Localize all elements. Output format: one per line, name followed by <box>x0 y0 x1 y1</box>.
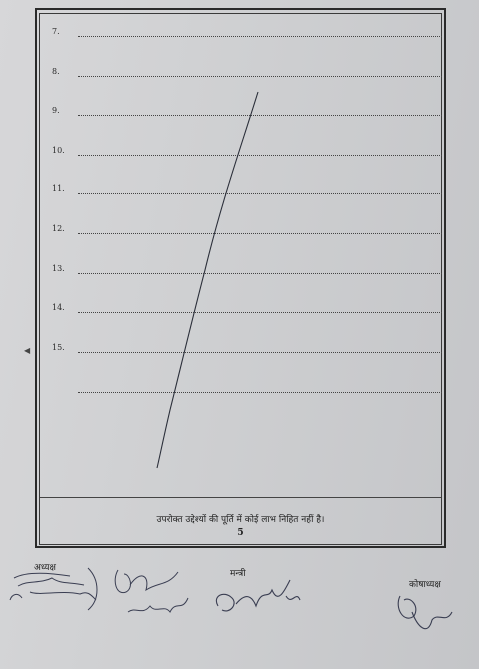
line-number: 10. <box>52 146 65 155</box>
line-number: 15. <box>52 343 65 352</box>
president-paren <box>88 568 97 610</box>
secretary-signature <box>216 580 300 611</box>
president-signature <box>10 573 96 600</box>
line-number: 7. <box>52 27 60 36</box>
footer-statement: उपरोक्त उद्देश्यों की पूर्ति में कोई लाभ निहित नहीं है। <box>156 515 325 525</box>
secondary-signature <box>128 598 188 612</box>
line-number: 12. <box>52 224 65 233</box>
line-number: 11. <box>52 184 65 193</box>
line-number: 9. <box>52 106 60 115</box>
page-number: 5 <box>237 528 244 538</box>
line-number: 8. <box>52 67 60 76</box>
secretary-label: मन्त्री <box>230 569 246 579</box>
margin-arrow-icon: ◀ <box>24 346 31 355</box>
initials-signature <box>115 570 178 593</box>
president-label: अध्यक्ष <box>34 563 56 573</box>
treasurer-signature <box>398 596 452 629</box>
treasurer-label: कोषाध्यक्ष <box>409 580 441 590</box>
line-number: 14. <box>52 303 65 312</box>
line-number: 13. <box>52 264 65 273</box>
strike-through-line <box>157 92 258 468</box>
